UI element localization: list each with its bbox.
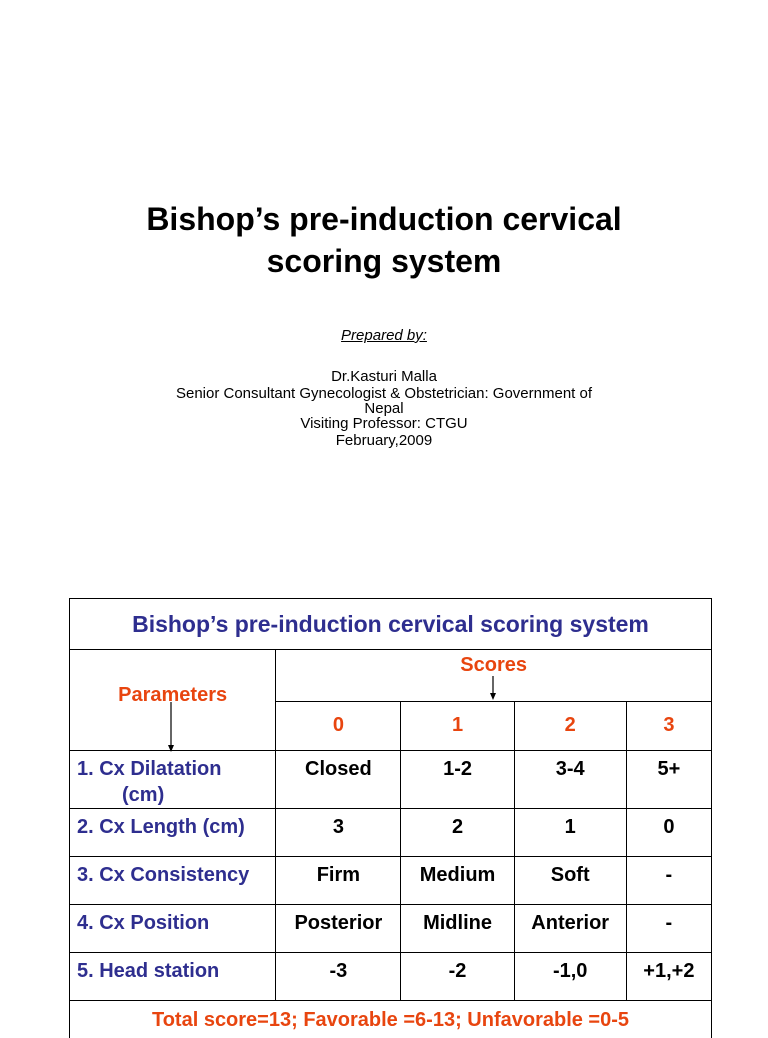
scores-header (276, 650, 712, 702)
table-row (70, 857, 712, 905)
score-value: Firm (276, 857, 401, 905)
score-value: 1 (514, 809, 626, 857)
bishop-score-table (69, 598, 712, 1038)
score-value: 5+ (626, 751, 711, 809)
score-value: 0 (626, 809, 711, 857)
score-value: 3-4 (514, 751, 626, 809)
score-interpretation: Total score=13; Favorable =6-13; Unfavorable =0-5 (70, 1001, 712, 1038)
score-value: Midline (401, 905, 514, 953)
score-value: 2 (401, 809, 514, 857)
author-role-line-1: Senior Consultant Gynecologist & Obstetrician: Government of (130, 385, 638, 402)
author-visiting: Visiting Professor: CTGU (130, 415, 638, 432)
score-column-1: 1 (401, 701, 514, 751)
down-arrow-icon (166, 702, 176, 752)
table-row (70, 905, 712, 953)
parameter-cell (70, 751, 276, 809)
table-row (70, 751, 712, 809)
score-value: Soft (514, 857, 626, 905)
slide-date: February,2009 (130, 432, 638, 449)
parameter-name: 5. Head station (70, 953, 276, 1001)
scores-label: Scores (276, 654, 711, 677)
down-arrow-icon (488, 676, 498, 700)
parameter-name: 4. Cx Position (70, 905, 276, 953)
score-value: - (626, 857, 711, 905)
author-credits (130, 368, 638, 449)
score-value: -2 (401, 953, 514, 1001)
prepared-by-label: Prepared by: (0, 327, 768, 344)
table-row (70, 953, 712, 1001)
parameter-name: 1. Cx Dilatation (77, 758, 221, 780)
parameter-name: 3. Cx Consistency (70, 857, 276, 905)
score-value: +1,+2 (626, 953, 711, 1001)
parameters-header (70, 650, 276, 751)
score-column-0: 0 (276, 701, 401, 751)
table-row (70, 809, 712, 857)
slide-title-line-2: scoring system (0, 240, 768, 282)
slide-title (0, 198, 768, 282)
parameter-unit: (cm) (77, 782, 275, 808)
score-value: Anterior (514, 905, 626, 953)
author-name: Dr.Kasturi Malla (130, 368, 638, 385)
score-value: - (626, 905, 711, 953)
score-column-3: 3 (626, 701, 711, 751)
score-value: -3 (276, 953, 401, 1001)
score-value: 1-2 (401, 751, 514, 809)
author-role-line-2: Nepal (130, 402, 638, 415)
score-value: Posterior (276, 905, 401, 953)
bishop-score-slide (69, 598, 712, 1038)
score-value: Medium (401, 857, 514, 905)
parameter-name: 2. Cx Length (cm) (70, 809, 276, 857)
parameters-label: Parameters (70, 684, 275, 707)
score-column-2: 2 (514, 701, 626, 751)
score-value: 3 (276, 809, 401, 857)
table-title: Bishop’s pre-induction cervical scoring system (70, 599, 712, 650)
score-value: -1,0 (514, 953, 626, 1001)
slide-title-line-1: Bishop’s pre-induction cervical (0, 198, 768, 240)
score-value: Closed (276, 751, 401, 809)
